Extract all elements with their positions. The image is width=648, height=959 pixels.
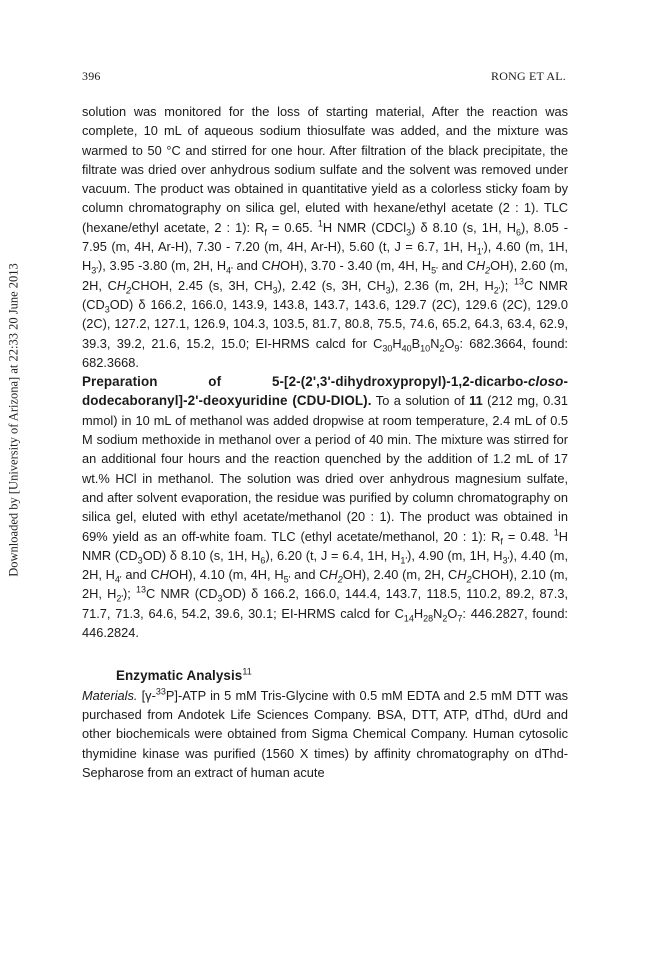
article-body: [82, 102, 568, 782]
paragraph-cdu-diol: Preparation of 5-[2-(2',3'-dihydroxypropyl)-1,2-dicarbo-closo-dodecaboranyl]-2'-deoxyuridine (CDU-DIOL). To a solution of 11 (212 mg, 0.31 mmol) in 10 mL of methanol was added dropwise at room temperature, 2.4 mL of 0.5 M sodium methoxide in methanol over a period of 40 min. The mixture was stirred for an additional four hours and the reaction quenched by the addition of 1.2 mL of 17 wt.% HCl in methanol. The solution was dried over anhydrous magnesium sulfate, and after solvent evaporation, the residue was purified by column chromatography on silica gel, eluted with ethyl acetate/methanol (20 : 1). The product was obtained in 69% yield as an off-white foam. TLC (ethyl acetate/methanol, 20 : 1): $R_f = 0.48$. $^1$H NMR $(CD_3OD)$ δ 8.10 (s, 1H, $H_6$), 6.20 (t, J = 6.4, 1H, $H_{1'}$), 4.90 (m, 1H, $H_{3'}$), 4.40 (m, 2H, $H_{4'}$ and CHOH), 4.10 (m, 4H, $H_{5'}$ and $CH_2OH$), 2.40 (m, 2H, $CH_2CHOH$), 2.10 (m, 2H, $H_{2'}$); $^{13}$C NMR $(CD_3OD)$ δ 166.2, 166.0, 144.4, 143.7, 118.5, 110.2, 89.2, 87.3, 71.7, 71.3, 64.6, 54.2, 39.6, 30.1; EI-HRMS calcd for $C_{14}H_{28}N_2O_7$: 446.2827, found: 446.2824.: [82, 374, 568, 641]
section-heading: Enzymatic Analysis$^{11}$: [116, 666, 252, 684]
running-head: RONG ET AL.: [491, 69, 566, 83]
materials-lead: Materials.: [82, 687, 138, 703]
download-notice-text: Downloaded by [University of Arizona] at 22:33 20 June 2013: [6, 263, 21, 577]
download-notice: [0, 0, 20, 880]
compound-heading: Preparation of 5-[2-(2',3'-dihydroxypropyl)-1,2-dicarbo-closo-dodecaboranyl]-2'-deoxyuridine (CDU-DIOL).: [82, 374, 568, 409]
paragraph-materials: Materials. [γ-$^{33}$P]-ATP in 5 mM Tris-Glycine with 0.5 mM EDTA and 2.5 mM DTT was purchased from Andotek Life Sciences Company. BSA, DTT, ATP, dThd, dUrd and other biochemicals were obtained from Sigma Chemical Company. Human cytosolic thymidine kinase was purified (1560 X times) by affinity chromatography on dThd-Sepharose from an extract of human acute: [82, 686, 568, 780]
section-reference: 11: [242, 666, 252, 677]
page-number: 396: [82, 69, 101, 83]
paragraph-synthesis-end: solution was monitored for the loss of starting material, After the reaction was complete, 10 mL of aqueous sodium thiosulfate was added, and the mixture was warmed to 50 °C and stirred for one hour. After filtration of the black precipitate, the filtrate was dried over anhydrous sodium sulfate and the solvent was removed under vacuum. The product was obtained in quantitative yield as a colorless sticky foam by column chromatography on silica gel, eluted with hexane/ethyl acetate (2 : 1). TLC (hexane/ethyl acetate, 2 : 1): $R_f = 0.65$. $^1$H NMR (CDCl$_3$) δ 8.10 (s, 1H, $H_6$), 8.05 - 7.95 (m, 4H, Ar-H), 7.30 - 7.20 (m, 4H, Ar-H), 5.60 (t, J = 6.7, 1H, $H_{1'}$), 4.60 (m, 1H, $H_{3'}$), 3.95 -3.80 (m, 2H, $H_{4'}$ and CHOH), 3.70 - 3.40 (m, 4H, $H_{5'}$ and $CH_2OH$), 2.60 (m, 2H, $CH_2CHOH$, 2.45 (s, 3H, $CH_3$), 2.42 (s, 3H, $CH_3$), 2.36 (m, 2H, $H_{2'}$); $^{13}$C NMR $(CD_3OD)$ δ 166.2, 166.0, 143.9, 143.8, 143.7, 143.6, 129.7 (2C), 129.6 (2C), 129.0 (2C), 127.2, 127.1, 126.9, 104.3, 103.5, 81.7, 80.8, 75.5, 74.6, 65.2, 64.3, 63.4, 62.9, 39.3, 39.2, 21.6, 15.2, 15.0; EI-HRMS calcd for $C_{30}H_{40}B_{10}N_2O_9$: 682.3664, found: 682.3668.: [82, 104, 569, 370]
